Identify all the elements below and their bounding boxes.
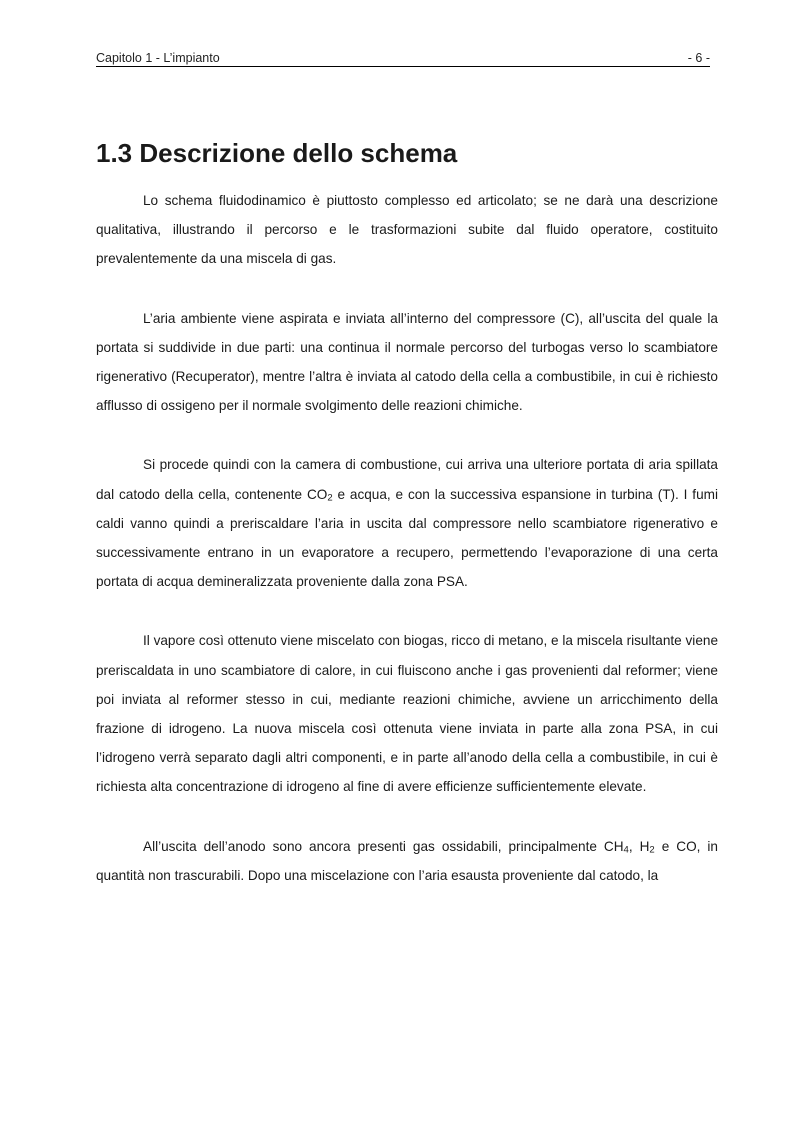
ch4-formula <box>604 839 629 854</box>
section-title: 1.3 Descrizione dello schema <box>96 138 458 168</box>
page-header <box>96 50 710 67</box>
paragraph-3 <box>96 450 718 596</box>
body-text <box>96 186 718 890</box>
paragraph-4: Il vapore così ottenuto viene miscelato con biogas, ricco di metano, e la miscela risultante viene preriscaldata in uno scambiatore di calore, in cui fluiscono anche i gas provenienti dal reformer; viene poi inviata al reformer stesso in cui, mediante reazioni chimiche, avviene un arricchimento della frazione di idrogeno. La nuova miscela così ottenuta viene inviata in parte alla zona PSA, in cui l’idrogeno verrà separato dagli altri componenti, e in parte all’anodo della cella a combustibile, in cui è richiesta alta concentrazione di idrogeno al fine di avere efficienze sufficientemente elevate. <box>96 633 719 795</box>
paragraph-1: Lo schema fluidodinamico è piuttosto complesso ed articolato; se ne darà una descrizione qualitativa, illustrando il percorso e le trasformazioni subite dal fluido operatore, costituito prevalentemente da una miscela di gas. <box>96 193 718 267</box>
paragraph-5 <box>96 832 718 890</box>
separator-comma: , <box>628 838 640 854</box>
paragraph-3-text-b: e acqua, e con la successiva espansione in turbina (T). I fumi caldi vanno quindi a preriscaldare l’aria in uscita dal compressore nello scambiatore rigenerativo e successivamente entrano in un evaporatore a recupero, permettendo l’evaporazione di una certa portata di acqua demineralizzata proveniente dalla zona PSA. <box>96 486 718 590</box>
co-formula: CO <box>676 838 697 854</box>
ch4-base: CH <box>603 838 624 854</box>
h2-subscript: 2 <box>649 844 655 856</box>
h2-base: H <box>639 838 650 854</box>
h2-formula <box>640 839 655 854</box>
co2-subscript: 2 <box>327 492 333 504</box>
paragraph-5-text-b: , in quantità non trascurabili. Dopo una miscelazione con l’aria esausta proveniente dal catodo, la <box>96 838 718 883</box>
page-number: - 6 - <box>687 51 710 65</box>
chapter-title: Capitolo 1 - L’impianto <box>96 51 220 65</box>
paragraph-3-text-a: Si procede quindi con la camera di combustione, cui arriva una ulteriore portata di aria spillata dal catodo della cella, contenente <box>96 457 718 502</box>
separator-and: e <box>654 838 677 854</box>
co2-base: CO <box>306 486 328 502</box>
ch4-subscript: 4 <box>623 844 629 856</box>
paragraph-2: L’aria ambiente viene aspirata e inviata all’interno del compressore (C), all’uscita del quale la portata si suddivide in due parti: una continua il normale percorso del turbogas verso lo scambiatore rigenerativo (Recuperator), mentre l’altra è inviata al catodo della cella a combustibile, in cui è richiesto afflusso di ossigeno per il normale svolgimento delle reazioni chimiche. <box>96 310 718 414</box>
co2-formula <box>307 487 333 502</box>
paragraph-5-text-a: All’uscita dell’anodo sono ancora presenti gas ossidabili, principalmente <box>143 838 604 854</box>
